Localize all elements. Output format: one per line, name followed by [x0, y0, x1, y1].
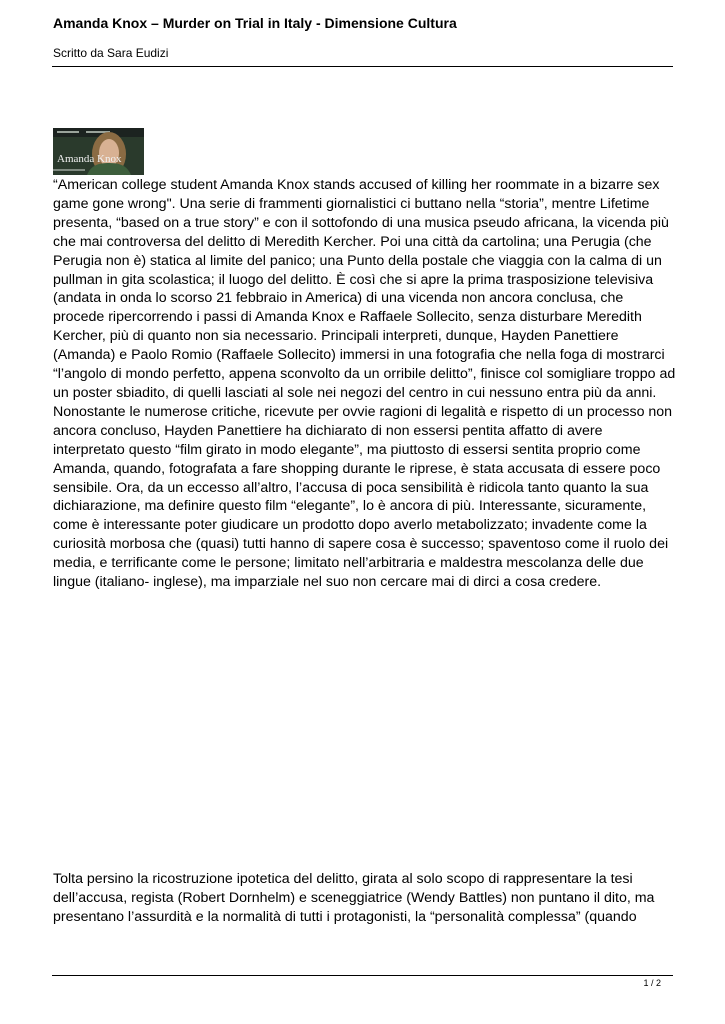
- thumbnail-lower-band: [53, 169, 85, 171]
- header-divider: [52, 66, 673, 67]
- article-thumbnail: [53, 128, 144, 175]
- author-line: Scritto da Sara Eudizi: [53, 46, 169, 60]
- footer-divider: [52, 975, 673, 976]
- thumbnail-caption: Amanda Knox: [57, 153, 122, 165]
- page-title: Amanda Knox – Murder on Trial in Italy - Dimensione Cultura: [53, 15, 457, 31]
- thumbnail-portrait: [53, 128, 144, 175]
- page-number: 1 / 2: [643, 978, 661, 988]
- thumbnail-top-band-text-left: [57, 131, 79, 133]
- article-paragraph-2: Tolta persino la ricostruzione ipotetica del delitto, girata al solo scopo di rappresentare la tesi dell’accusa, regista (Robert Dornhelm) e sceneggiatrice (Wendy Battles) non puntano il dito, ma presentano l’assurdità e la normalità di tutti i protagonisti, la “personalità complessa” (quando: [53, 871, 655, 925]
- article-paragraph-1: “American college student Amanda Knox stands accused of killing her roommate in a bizarre sex game gone wrong". Una serie di frammenti giornalistici ci buttano nella “storia”, mentre Lifetime presenta, “based on a true story” e con il sottofondo di una musica pseudo africana, la vicenda più che mai controversa del delitto di Meredith Kercher. Poi una città da cartolina; una Perugia (che Perugia non è) statica al limite del panico; una Punto della postale che viaggia con la calma di un pullman in gita scolastica; il luogo del delitto. È così che si apre la prima trasposizione televisiva (andata in onda lo scorso 21 febbraio in America) di una vicenda non ancora conclusa, che procede ripercorrendo i passi di Amanda Knox e Raffaele Sollecito, senza disturbare Meredith Kercher, più di quanto non sia necessario. Principali interpreti, dunque, Hayden Panettiere (Amanda) e Paolo Romio (Raffaele Sollecito) immersi in una fotografia che nella foga di mostrarci “l’angolo di mondo perfetto, appena sconvolto da un orribile delitto”, finisce col somigliare troppo ad un poster sbiadito, di quelli lasciati al sole nei negozi del centro in cui nessuno entra più da anni. Nonostante le numerose critiche, ricevute per ovvie ragioni di legalità e rispetto di un processo non ancora concluso, Hayden Panettiere ha dichiarato di non essersi pentita affatto di avere interpretato questo “film girato in modo elegante”, ma piuttosto di essersi sentita proprio come Amanda, quando, fotografata a fare shopping durante le riprese, è stata accusata di essere poco sensibile. Ora, da un eccesso all’altro, l’accusa di poca sensibilità è ridicola tanto quanto la sua dichiarazione, ma definire questo film “elegante”, lo è ancora di più. Interessante, sicuramente, come è interessante poter giudicare un prodotto dopo averlo metabolizzato; invadente come la curiosità morbosa che (quasi) tutti hanno di sapere cosa è successo; spaventoso come il ruolo dei media, e terrificante come le persone; limitato nell’arbitraria e maldestra mescolanza delle due lingue (italiano- inglese), ma imparziale nel suo non cercare mai di dirci a cosa credere.: [53, 177, 676, 591]
